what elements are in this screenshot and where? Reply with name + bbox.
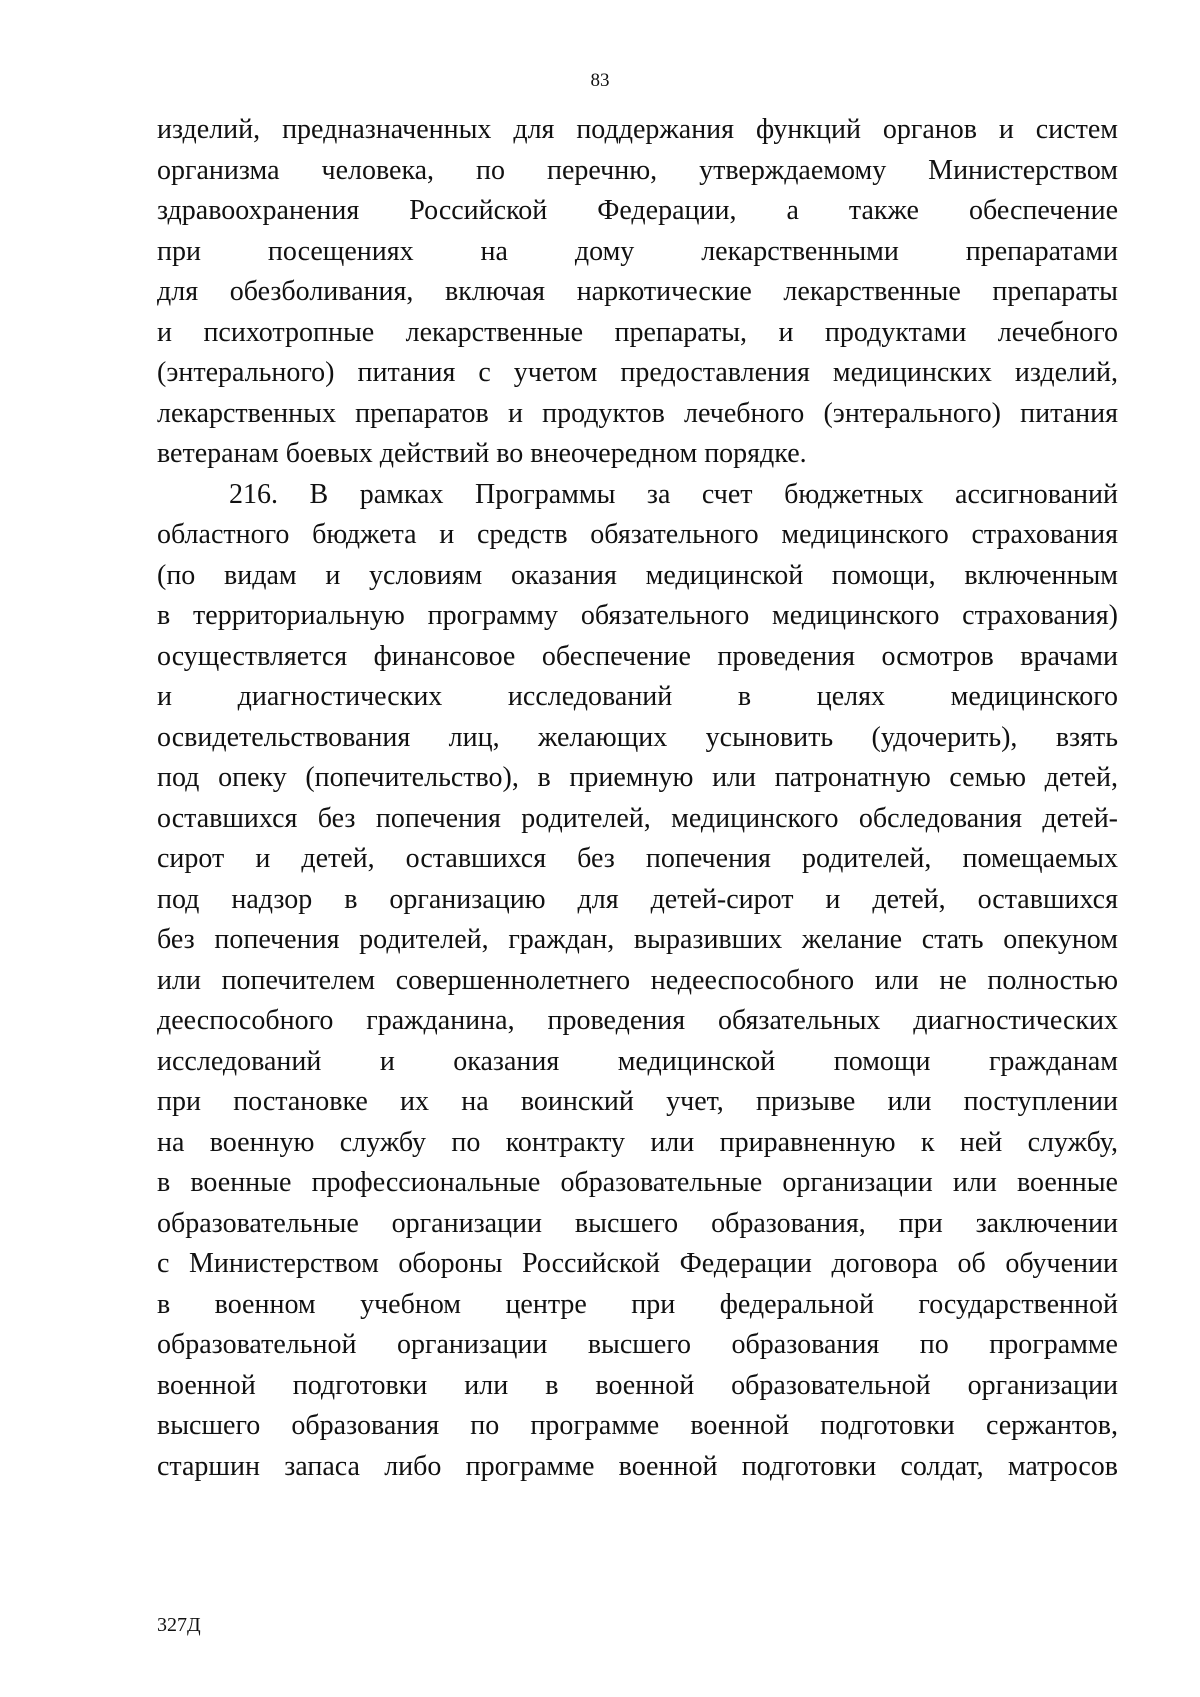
document-code: 327Д — [157, 1614, 201, 1636]
text-line: при посещениях на дому лекарственными препаратами — [157, 235, 1118, 267]
text-line: в военные профессиональные образовательные организации или военные — [157, 1167, 1118, 1198]
text-line: под надзор в организацию для детей-сирот и детей, оставшихся — [157, 883, 1118, 915]
page-number: 83 — [590, 70, 610, 91]
text-line: сирот и детей, оставшихся без попечения родителей, помещаемых — [157, 843, 1118, 874]
text-line: изделий, предназначенных для поддержания функций органов и систем — [157, 114, 1118, 145]
text-line: здравоохранения Российской Федерации, а также обеспечение — [157, 195, 1118, 226]
text-line: при постановке их на воинский учет, призыве или поступлении — [157, 1086, 1118, 1117]
text-line: образовательные организации высшего образования, при заключении — [157, 1207, 1118, 1239]
text-line: без попечения родителей, граждан, выразивших желание стать опекуном — [157, 924, 1118, 955]
text-line: областного бюджета и средств обязательного медицинского страхования — [157, 519, 1118, 550]
text-line: в военном учебном центре при федеральной государственной — [157, 1288, 1118, 1320]
text-line: (по видам и условиям оказания медицинской помощи, включенным — [157, 559, 1118, 591]
text-line: осуществляется финансовое обеспечение проведения осмотров врачами — [157, 640, 1118, 672]
text-line: оставшихся без попечения родителей, медицинского обследования детей- — [157, 802, 1118, 834]
text-line: дееспособного гражданина, проведения обязательных диагностических — [157, 1005, 1118, 1036]
body-text — [157, 110, 1118, 1487]
text-line: исследований и оказания медицинской помощи гражданам — [157, 1045, 1118, 1077]
text-line: или попечителем совершеннолетнего недееспособного или не полностью — [157, 964, 1118, 996]
text-line: для обезболивания, включая наркотические лекарственные препараты — [157, 276, 1118, 307]
text-line: (энтерального) питания с учетом предоставления медицинских изделий, — [157, 357, 1118, 388]
text-line: и психотропные лекарственные препараты, и продуктами лечебного — [157, 316, 1118, 348]
text-line: старшин запаса либо программе военной подготовки солдат, матросов — [157, 1450, 1118, 1482]
text-line: на военную службу по контракту или приравненную к ней службу, — [157, 1126, 1118, 1158]
text-line: ветеранам боевых действий во внеочередном порядке. — [157, 438, 807, 469]
text-line: под опеку (попечительство), в приемную или патронатную семью детей, — [157, 762, 1118, 793]
text-line: организма человека, по перечню, утверждаемому Министерством — [157, 154, 1118, 186]
text-line: 216. В рамках Программы за счет бюджетных ассигнований — [229, 478, 1118, 510]
text-line: и диагностических исследований в целях медицинского — [157, 681, 1118, 712]
text-line: военной подготовки или в военной образовательной организации — [157, 1369, 1118, 1401]
text-line: высшего образования по программе военной подготовки сержантов, — [157, 1410, 1118, 1441]
text-line: в территориальную программу обязательного медицинского страхования) — [157, 600, 1118, 631]
text-line: лекарственных препаратов и продуктов лечебного (энтерального) питания — [157, 397, 1118, 429]
text-line: с Министерством обороны Российской Федерации договора об обучении — [157, 1248, 1118, 1279]
text-line: освидетельствования лиц, желающих усыновить (удочерить), взять — [157, 721, 1118, 753]
text-line: образовательной организации высшего образования по программе — [157, 1329, 1118, 1360]
